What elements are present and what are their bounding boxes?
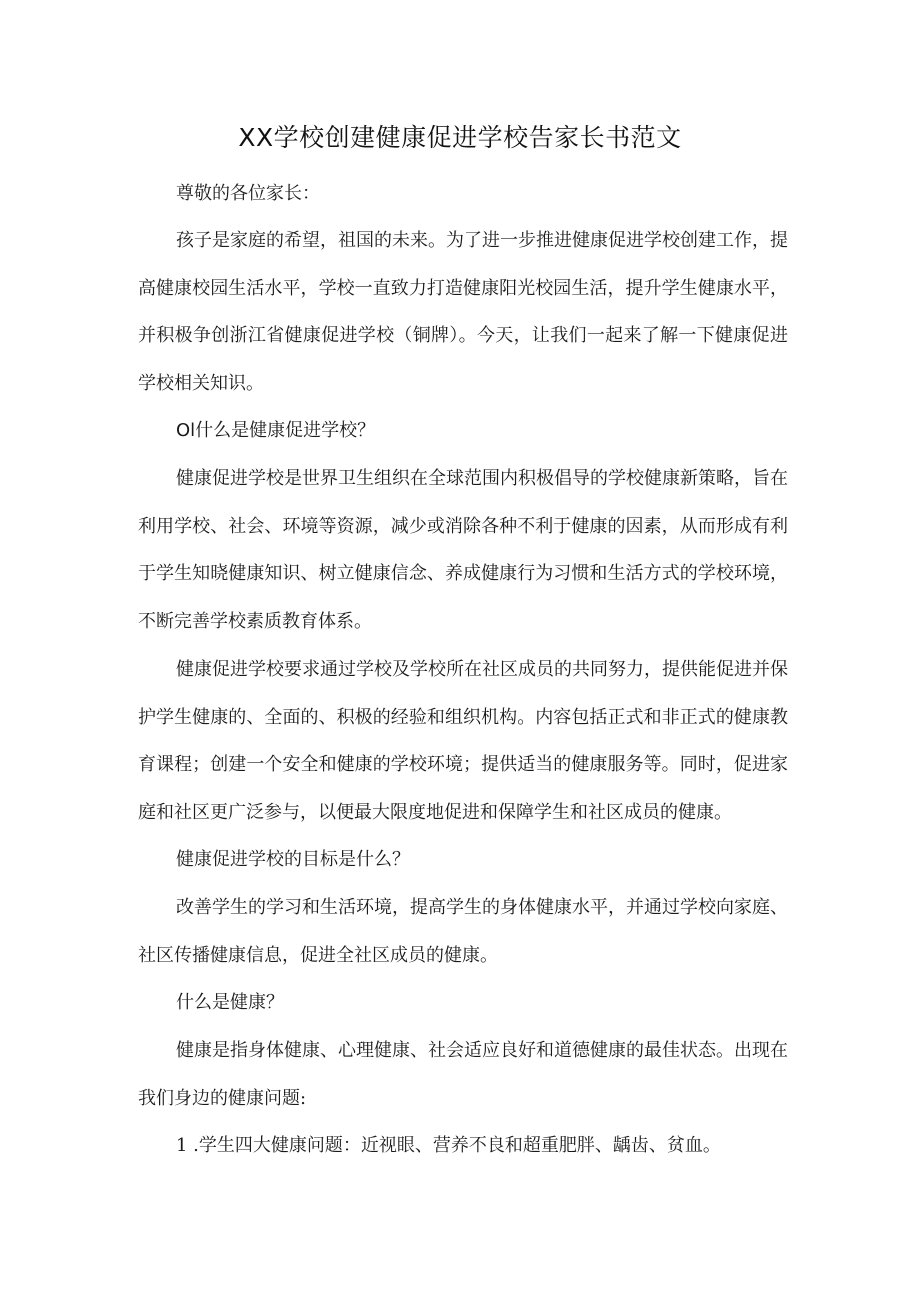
paragraph-hps-requirements: 健康促进学校要求通过学校及学校所在社区成员的共同努力，提供能促进并保护学生健康的、全面的、积极的经验和组织机构。内容包括正式和非正式的健康教育课程；创建一个安全和健康的学校环境；提供适当的健康服务等。同时，促进家庭和社区更广泛参与，以便最大限度地促进和保障学生和社区成员的健康。 xyxy=(138,659,788,823)
list-item-health-problems: 1 .学生四大健康问题：近视眼、营养不良和超重肥胖、龋齿、贫血。 xyxy=(176,1135,721,1156)
salutation: 尊敬的各位家长： xyxy=(176,183,320,204)
heading-what-is-health: 什么是健康？ xyxy=(176,992,284,1013)
document-title: XX学校创建健康促进学校告家长书范文 xyxy=(238,123,682,152)
paragraph-health-definition: 健康是指身体健康、心理健康、社会适应良好和道德健康的最佳状态。出现在我们身边的健康问题: xyxy=(138,1040,788,1109)
paragraph-hps-goals: 改善学生的学习和生活环境，提高学生的身体健康水平，并通过学校向家庭、社区传播健康信息，促进全社区成员的健康。 xyxy=(138,897,788,966)
paragraph-hps-definition: 健康促进学校是世界卫生组织在全球范围内积极倡导的学校健康新策略，旨在利用学校、社会、环境等资源，减少或消除各种不利于健康的因素，从而形成有利于学生知晓健康知识、树立健康信念、养成健康行为习惯和生活方式的学校环境，不断完善学校素质教育体系。 xyxy=(138,468,788,632)
heading-what-is-hps: Ol什么是健康促进学校？ xyxy=(176,420,376,441)
paragraph-intro: 孩子是家庭的希望，祖国的未来。为了进一步推进健康促进学校创建工作，提高健康校园生活水平，学校一直致力打造健康阳光校园生活，提升学生健康水平，并积极争创浙江省健康促进学校（铜牌）。今天，让我们一起来了解一下健康促进学校相关知识。 xyxy=(138,230,788,394)
heading-hps-goals: 健康促进学校的目标是什么？ xyxy=(176,849,410,870)
